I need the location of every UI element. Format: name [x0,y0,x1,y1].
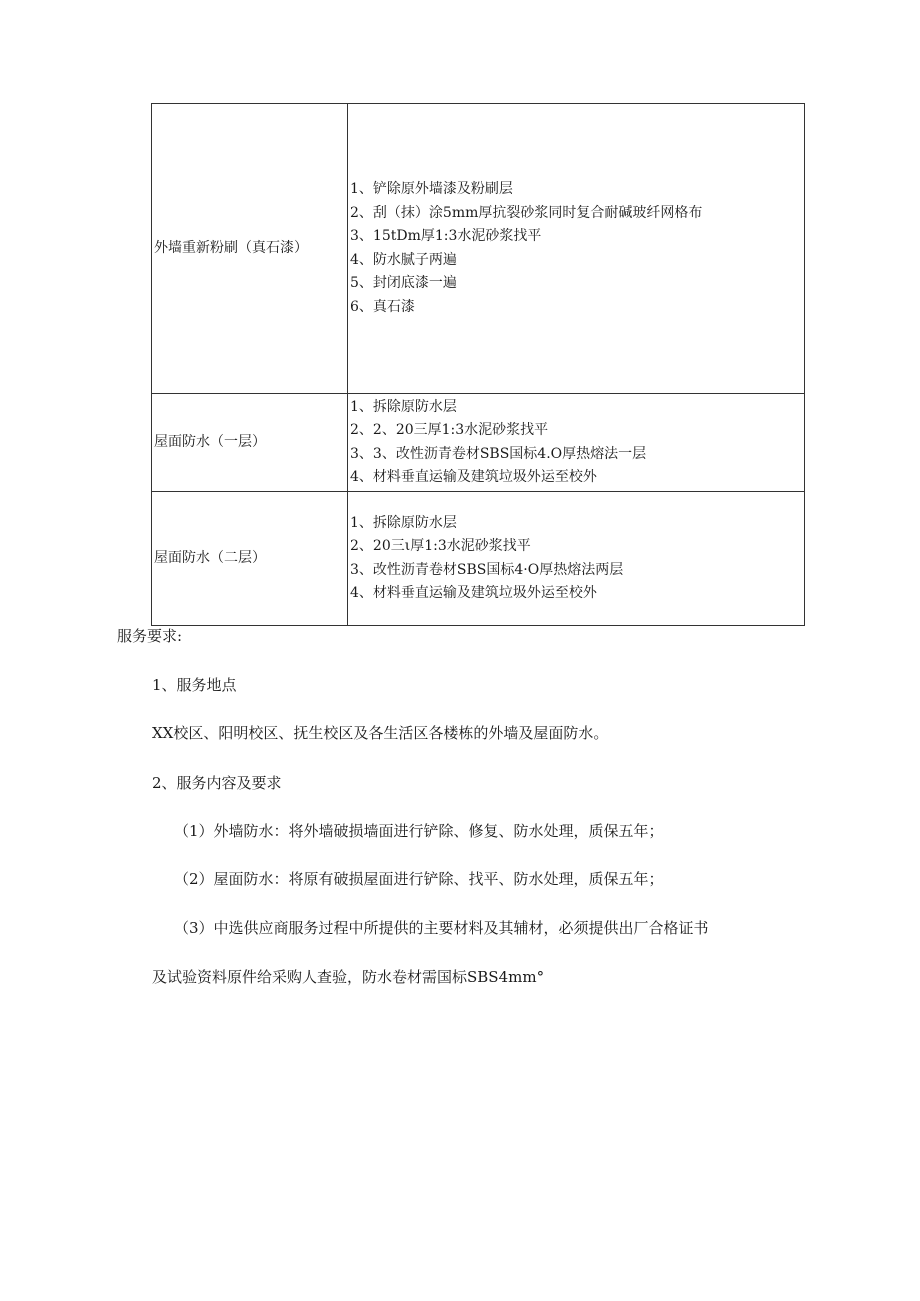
list-item: 4、防水腻子两遍 [350,251,457,268]
table-row [152,104,805,394]
list-item: 5、封闭底漆一遍 [350,275,457,291]
row-items [348,104,805,394]
table-row [152,394,805,492]
list-item: 1、拆除原防水层 [350,398,457,415]
project-table [151,103,805,626]
list-item: 4、材料垂直运输及建筑垃圾外运至校外 [350,585,597,601]
row-name: 外墙重新粉刷（真石漆） [152,104,348,394]
list-item: 1、铲除原外墙漆及粉刷层 [350,181,513,197]
row-name: 屋面防水（二层） [152,492,348,626]
section-title: 1、服务地点 [152,676,237,694]
table-row [152,492,805,626]
row-items [348,492,805,626]
list-item: 3、改性沥青卷材SBS国标4·O厚热熔法两层 [350,561,624,578]
list-item: 6、真石漆 [350,298,415,315]
service-heading: 服务要求: [117,627,183,645]
list-item: 3、3、改性沥青卷材SBS国标4.O厚热熔法一层 [350,445,647,462]
list-item: （2）屋面防水：将原有破损屋面进行铲除、找平、防水处理，质保五年； [174,870,664,888]
paragraph: XX校区、阳明校区、抚生校区及各生活区各楼栋的外墙及屋面防水。 [152,724,609,742]
paragraph: 及试验资料原件给采购人查验，防水卷材需国标SBS4mm° [152,968,545,986]
section-title: 2、服务内容及要求 [152,774,282,792]
row-name: 屋面防水（一层） [152,394,348,492]
list-item: 3、15tDm厚1:3水泥砂浆找平 [350,228,542,244]
list-item: 2、2、20三厚1:3水泥砂浆找平 [350,422,549,438]
list-item: 1、拆除原防水层 [350,514,457,531]
list-item: （3）中选供应商服务过程中所提供的主要材料及其辅材，必须提供出厂合格证书 [174,919,709,937]
list-item: 2、20三ι厚1:3水泥砂浆找平 [350,538,531,554]
list-item: 2、刮（抹）涂5mm厚抗裂砂浆同时复合耐碱玻纤网格布 [350,204,703,221]
list-item: （1）外墙防水：将外墙破损墙面进行铲除、修复、防水处理，质保五年； [174,822,664,840]
list-item: 4、材料垂直运输及建筑垃圾外运至校外 [350,469,597,485]
row-items [348,394,805,492]
